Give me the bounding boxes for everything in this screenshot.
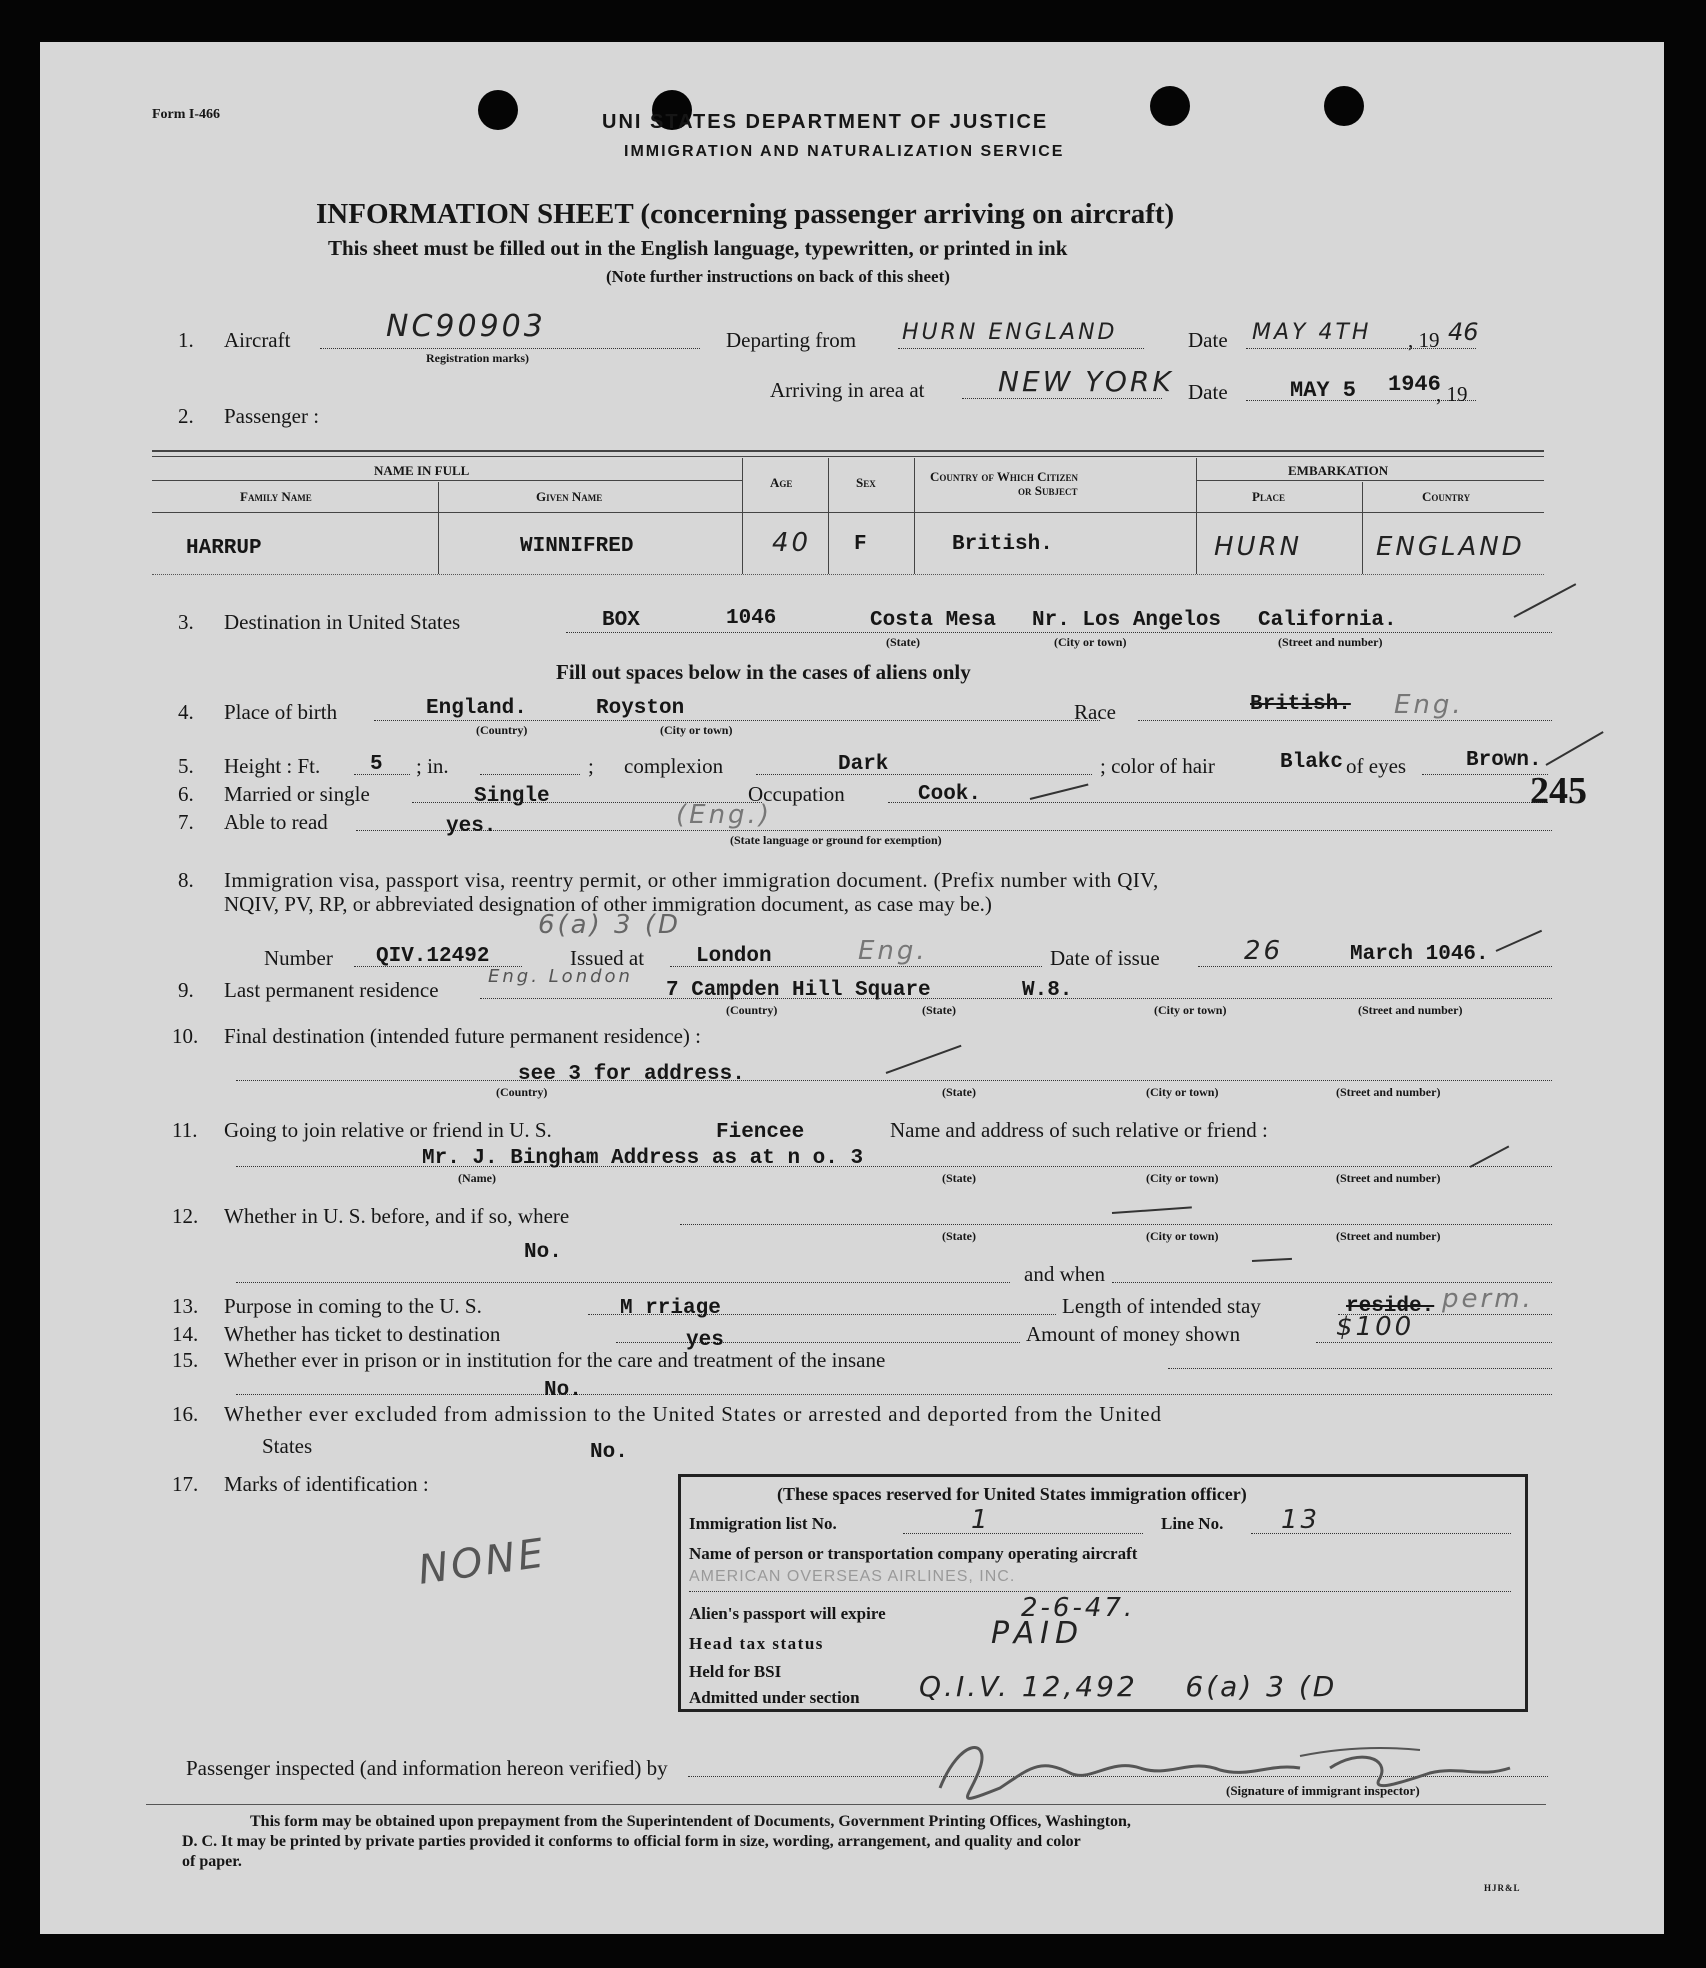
state-caption: (State) bbox=[886, 635, 920, 649]
year-suffix: , 19 bbox=[1436, 382, 1468, 406]
subject-header: or Subject bbox=[1018, 483, 1078, 498]
purpose-value: M rriage bbox=[620, 1297, 721, 1320]
birth-country: England. bbox=[426, 697, 527, 720]
departure-date: MAY 4TH bbox=[1252, 320, 1372, 345]
arrival-date: MAY 5 bbox=[1290, 378, 1357, 403]
signature-caption: (Signature of immigrant inspector) bbox=[1226, 1783, 1420, 1798]
departure-year: 46 bbox=[1448, 318, 1479, 346]
date-label: Date bbox=[1188, 328, 1228, 352]
read-value: yes. bbox=[446, 815, 497, 838]
company-stamp: AMERICAN OVERSEAS AIRLINES, INC. bbox=[689, 1568, 1016, 1585]
punch-hole bbox=[1150, 86, 1190, 126]
hair-label: ; color of hair bbox=[1100, 754, 1215, 778]
complexion-value: Dark bbox=[838, 753, 889, 776]
document-line2: NQIV, PV, RP, or abbreviated designation of other immigration document, as case may be.) bbox=[224, 892, 992, 916]
item-number: 12. bbox=[172, 1204, 199, 1228]
date-label: Date bbox=[1188, 380, 1228, 404]
age-header: Age bbox=[770, 475, 793, 490]
family-name-header: Family Name bbox=[240, 489, 312, 504]
prison-label: Whether ever in prison or in institution for the care and treatment of the insane bbox=[224, 1348, 886, 1372]
issue-day: 26 bbox=[1244, 936, 1284, 966]
city-caption: (City or town) bbox=[660, 723, 733, 737]
aliens-only-heading: Fill out spaces below in the cases of aliens only bbox=[556, 660, 971, 684]
list-label: Immigration list No. bbox=[689, 1514, 837, 1533]
company-label: Name of person or transportation company operating aircraft bbox=[689, 1544, 1138, 1563]
check-mark bbox=[1496, 930, 1542, 952]
instruction: This sheet must be filled out in the English language, typewritten, or printed in ink bbox=[328, 236, 1068, 260]
passport-value: 2-6-47. bbox=[1021, 1593, 1136, 1623]
street-caption: (Street and number) bbox=[1336, 1085, 1441, 1099]
instruction-note: (Note further instructions on back of this sheet) bbox=[606, 267, 950, 286]
destination-near: Nr. Los Angelos bbox=[1032, 609, 1222, 632]
line-label: Line No. bbox=[1161, 1514, 1224, 1533]
destination-city: Costa Mesa bbox=[870, 609, 997, 632]
occupation-label: Occupation bbox=[748, 782, 845, 806]
item-number: 9. bbox=[178, 978, 194, 1002]
street-caption: (Street and number) bbox=[1278, 635, 1383, 649]
footer-line3: of paper. bbox=[182, 1853, 242, 1870]
list-value: 1 bbox=[971, 1505, 991, 1535]
birth-city: Royston bbox=[596, 697, 685, 720]
street-caption: (Street and number) bbox=[1336, 1171, 1441, 1185]
service-title: IMMIGRATION AND NATURALIZATION SERVICE bbox=[624, 143, 1065, 160]
destination-box: BOX bbox=[602, 609, 640, 632]
country-caption: (Country) bbox=[496, 1085, 548, 1099]
final-destination-value: see 3 for address. bbox=[518, 1063, 745, 1086]
item-number: 2. bbox=[178, 404, 194, 428]
punch-hole bbox=[1324, 86, 1364, 126]
residence-district: W.8. bbox=[1022, 979, 1073, 1002]
footer-line1: This form may be obtained upon prepayment from the Superintendent of Documents, Government Printing Offices, Washington, bbox=[250, 1813, 1131, 1830]
stay-hand: perm. bbox=[1442, 1284, 1534, 1314]
married-label: Married or single bbox=[224, 782, 370, 806]
ticket-label: Whether has ticket to destination bbox=[224, 1322, 501, 1346]
country-caption: (Country) bbox=[726, 1003, 778, 1017]
given-name-header: Given Name bbox=[536, 489, 603, 504]
tax-label: Head tax status bbox=[689, 1634, 824, 1653]
city-caption: (City or town) bbox=[1146, 1171, 1219, 1185]
print-code: HJR&L bbox=[1484, 1883, 1521, 1893]
stay-label: Length of intended stay bbox=[1062, 1294, 1261, 1318]
residence-hand: Eng. London bbox=[488, 966, 633, 987]
inspected-label: Passenger inspected (and information hereon verified) by bbox=[186, 1756, 668, 1780]
age-cell: 40 bbox=[772, 528, 812, 558]
item-number: 10. bbox=[172, 1024, 199, 1048]
document-line1: Immigration visa, passport visa, reentry permit, or other immigration document. (Prefix number with QIV, bbox=[224, 868, 1159, 892]
street-caption: (Street and number) bbox=[1336, 1229, 1441, 1243]
arriving-value: NEW YORK bbox=[998, 365, 1174, 398]
excluded-label-cont: States bbox=[262, 1434, 313, 1458]
passenger-label: Passenger : bbox=[224, 404, 320, 428]
country-caption: (Country) bbox=[476, 723, 528, 737]
number-label: Number bbox=[264, 946, 333, 970]
date-of-issue-label: Date of issue bbox=[1050, 946, 1160, 970]
join-label: Going to join relative or friend in U. S. bbox=[224, 1118, 552, 1142]
citizen-cell: British. bbox=[952, 533, 1053, 556]
item-number: 4. bbox=[178, 700, 194, 724]
item-number: 3. bbox=[178, 610, 194, 634]
check-mark bbox=[1112, 1206, 1192, 1214]
height-label: Height : Ft. bbox=[224, 754, 321, 778]
state-caption: (State) bbox=[942, 1229, 976, 1243]
complexion-label: complexion bbox=[624, 754, 724, 778]
destination-state: California. bbox=[1258, 609, 1397, 632]
aircraft-label: Aircraft bbox=[224, 328, 291, 352]
item-number: 6. bbox=[178, 782, 194, 806]
item-number: 8. bbox=[178, 868, 194, 892]
join-name-value: Mr. J. Bingham Address as at n o. 3 bbox=[422, 1147, 864, 1170]
street-caption: (Street and number) bbox=[1358, 1003, 1463, 1017]
place-header: Place bbox=[1252, 489, 1285, 504]
form-number: Form I-466 bbox=[152, 107, 221, 122]
city-caption: (City or town) bbox=[1054, 635, 1127, 649]
admitted-label: Admitted under section bbox=[689, 1688, 860, 1707]
embark-place-cell: HURN bbox=[1214, 532, 1303, 562]
check-mark bbox=[1252, 1258, 1292, 1262]
occupation-value: Cook. bbox=[918, 783, 982, 806]
city-caption: (City or town) bbox=[1146, 1229, 1219, 1243]
officer-box-header: (These spaces reserved for United States immigration officer) bbox=[777, 1484, 1247, 1504]
visa-number: QIV.12492 bbox=[376, 945, 490, 968]
page-title: INFORMATION SHEET (concerning passenger arriving on aircraft) bbox=[316, 198, 1175, 230]
race-hand: Eng. bbox=[1394, 690, 1464, 720]
hair-value: Blakc bbox=[1280, 751, 1344, 774]
name-in-full-header: NAME IN FULL bbox=[374, 463, 470, 478]
bsi-label: Held for BSI bbox=[689, 1662, 782, 1681]
issued-country-hand: Eng. bbox=[858, 936, 928, 966]
read-label: Able to read bbox=[224, 810, 328, 834]
departing-value: HURN ENGLAND bbox=[902, 320, 1118, 345]
issued-label: Issued at bbox=[570, 946, 645, 970]
given-name-cell: WINNIFRED bbox=[520, 535, 634, 558]
visa-section-hand: 6(a) 3 (D bbox=[538, 910, 681, 940]
residence-street: 7 Campden Hill Square bbox=[666, 979, 931, 1002]
form-sheet bbox=[40, 42, 1664, 1934]
check-mark bbox=[1546, 731, 1604, 766]
and-when-label: and when bbox=[1024, 1262, 1106, 1286]
check-mark bbox=[1470, 1145, 1510, 1167]
tax-value: PAID bbox=[991, 1616, 1085, 1651]
prison-value: No. bbox=[544, 1379, 582, 1402]
sex-header: Sex bbox=[856, 475, 876, 490]
read-language-hand: (Eng.) bbox=[676, 800, 772, 830]
excluded-value: No. bbox=[590, 1441, 628, 1464]
item-number: 5. bbox=[178, 754, 194, 778]
issue-date: March 1046. bbox=[1350, 943, 1489, 966]
money-label: Amount of money shown bbox=[1026, 1322, 1241, 1346]
ticket-value: yes bbox=[686, 1329, 724, 1352]
sex-cell: F bbox=[854, 533, 867, 556]
country-header: Country bbox=[1422, 489, 1471, 504]
marks-value: NONE bbox=[415, 1530, 550, 1594]
check-mark bbox=[886, 1045, 962, 1074]
money-value: $100 bbox=[1336, 1312, 1415, 1342]
state-caption: (State) bbox=[922, 1003, 956, 1017]
city-caption: (City or town) bbox=[1154, 1003, 1227, 1017]
name-caption: (Name) bbox=[458, 1171, 496, 1185]
race-value: British. bbox=[1250, 693, 1351, 716]
excluded-label: Whether ever excluded from admission to the United States or arrested and deported from the United bbox=[224, 1402, 1162, 1426]
agency-title: UNI STATES DEPARTMENT OF JUSTICE bbox=[602, 111, 1049, 133]
item-number: 15. bbox=[172, 1348, 199, 1372]
stamp-number: 245 bbox=[1530, 770, 1587, 812]
join-name-label: Name and address of such relative or friend : bbox=[890, 1118, 1268, 1142]
issued-place: London bbox=[696, 945, 772, 968]
separator: ; bbox=[588, 754, 594, 778]
check-mark bbox=[1514, 583, 1577, 618]
race-label: Race bbox=[1074, 700, 1116, 724]
stay-value: reside. bbox=[1346, 1295, 1435, 1318]
passport-label: Alien's passport will expire bbox=[689, 1604, 886, 1623]
aircraft-value: NC90903 bbox=[386, 309, 546, 344]
item-number: 13. bbox=[172, 1294, 199, 1318]
language-caption: (State language or ground for exemption) bbox=[730, 833, 942, 847]
state-caption: (State) bbox=[942, 1085, 976, 1099]
item-number: 14. bbox=[172, 1322, 199, 1346]
destination-box-number: 1046 bbox=[726, 607, 777, 630]
officer-box bbox=[678, 1474, 1528, 1712]
eyes-label: of eyes bbox=[1346, 754, 1407, 778]
item-number: 16. bbox=[172, 1402, 199, 1426]
item-number: 11. bbox=[172, 1118, 198, 1142]
join-relation: Fiencee bbox=[716, 1121, 805, 1144]
purpose-label: Purpose in coming to the U. S. bbox=[224, 1294, 482, 1318]
arriving-label: Arriving in area at bbox=[770, 378, 925, 402]
marks-label: Marks of identification : bbox=[224, 1472, 429, 1496]
item-number: 17. bbox=[172, 1472, 199, 1496]
citizen-header: Country of Which Citizen bbox=[930, 469, 1078, 484]
item-number: 7. bbox=[178, 810, 194, 834]
embark-country-cell: ENGLAND bbox=[1376, 532, 1525, 562]
year-prefix: , 19 bbox=[1408, 328, 1440, 352]
line-value: 13 bbox=[1281, 1505, 1321, 1535]
footer-line2: D. C. It may be printed by private parties provided it conforms to official form in size, wording, arrangement, and quality and color bbox=[182, 1833, 1081, 1850]
state-caption: (State) bbox=[942, 1171, 976, 1185]
embarkation-header: EMBARKATION bbox=[1288, 463, 1389, 478]
city-caption: (City or town) bbox=[1146, 1085, 1219, 1099]
check-mark bbox=[1030, 784, 1089, 800]
inches-label: ; in. bbox=[416, 754, 449, 778]
punch-hole bbox=[478, 90, 518, 130]
final-destination-label: Final destination (intended future permanent residence) : bbox=[224, 1024, 702, 1048]
height-feet: 5 bbox=[370, 753, 383, 776]
departing-label: Departing from bbox=[726, 328, 857, 352]
married-value: Single bbox=[474, 785, 550, 808]
destination-label: Destination in United States bbox=[224, 610, 461, 634]
item-number: 1. bbox=[178, 328, 194, 352]
before-value: No. bbox=[524, 1241, 562, 1264]
admitted-value: Q.I.V. 12,492 6(a) 3 (D bbox=[919, 1670, 1338, 1703]
eyes-value: Brown. bbox=[1466, 749, 1542, 772]
registration-caption: Registration marks) bbox=[426, 351, 529, 365]
family-name-cell: HARRUP bbox=[186, 537, 262, 560]
arrival-year: 1946 bbox=[1388, 372, 1441, 397]
residence-label: Last permanent residence bbox=[224, 978, 439, 1002]
birthplace-label: Place of birth bbox=[224, 700, 338, 724]
before-label: Whether in U. S. before, and if so, where bbox=[224, 1204, 570, 1228]
